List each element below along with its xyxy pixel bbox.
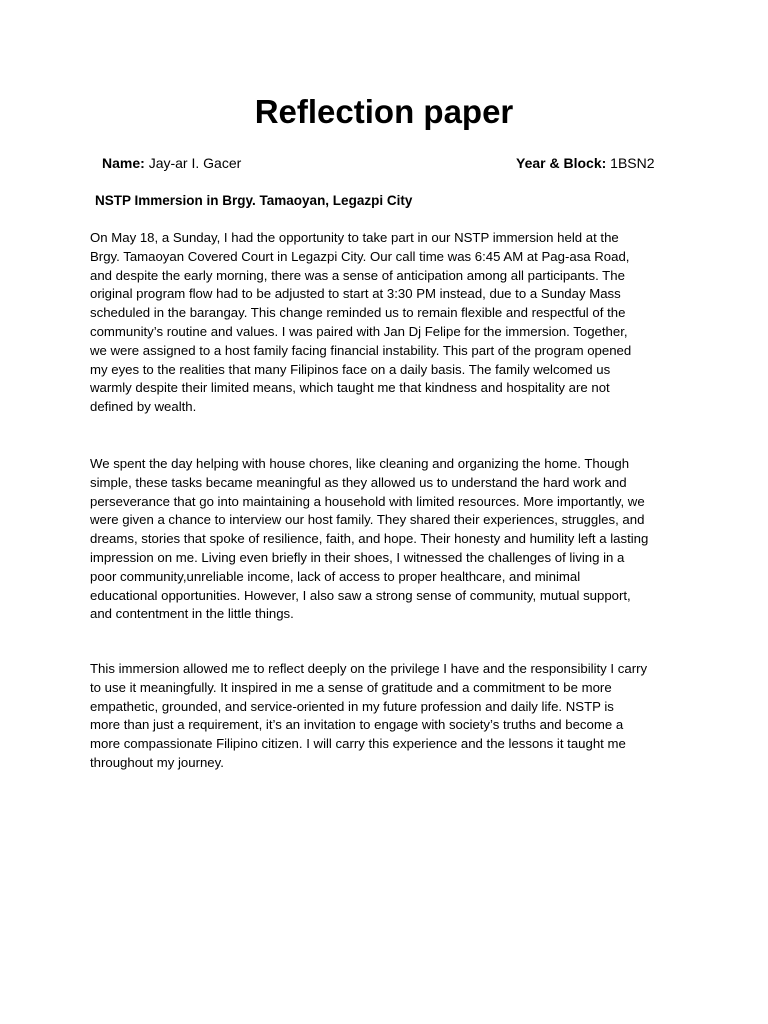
student-name [102, 154, 241, 172]
text-line: perseverance that go into maintaining a household with limited resources. More importantly, we [90, 493, 645, 509]
text-line: and contentment in the little things. [90, 606, 294, 622]
text-line: On May 18, a Sunday, I had the opportunity to take part in our NSTP immersion held at the [90, 230, 619, 245]
page-title: Reflection paper [254, 93, 514, 130]
text-line: my eyes to the realities that many Filipinos face on a daily basis. The family welcomed us [90, 361, 611, 377]
text-line: poor community,unreliable income, lack of access to proper healthcare, and minimal [90, 568, 581, 584]
text-line: educational opportunities. However, I also saw a strong sense of community, mutual support, [90, 587, 631, 603]
year-block-label: Year & Block: [516, 155, 607, 171]
text-line: more compassionate Filipino citizen. I will carry this experience and the lessons it taught me [90, 736, 626, 752]
text-line: dreams, stories that spoke of resilience, faith, and hope. Their honesty and humility left a lasting [90, 531, 649, 547]
text-line: scheduled in the barangay. This change reminded us to remain flexible and respectful of the [90, 305, 626, 321]
text-line: throughout my journey. [90, 754, 224, 770]
text-line: and despite the early morning, there was a sense of anticipation among all participants. The [90, 267, 625, 283]
text-line: to use it meaningfully. It inspired in me a sense of gratitude and a commitment to be more [90, 679, 612, 695]
paragraph-3 [90, 660, 690, 773]
section-heading: NSTP Immersion in Brgy. Tamaoyan, Legazpi City [95, 193, 413, 208]
text-line: community’s routine and values. I was paired with Jan Dj Felipe for the immersion. Together, [90, 323, 628, 339]
text-line: warmly despite their limited means, which taught me that kindness and hospitality are not [90, 380, 610, 396]
text-line: original program flow had to be adjusted to start at 3:30 PM instead, due to a Sunday Mass [90, 286, 621, 302]
text-line: This immersion allowed me to reflect deeply on the privilege I have and the responsibility I carry [90, 661, 648, 676]
year-block-value: 1BSN2 [610, 155, 655, 171]
year-block [516, 154, 655, 172]
text-line: We spent the day helping with house chores, like cleaning and organizing the home. Though [90, 456, 630, 471]
text-line: defined by wealth. [90, 399, 197, 415]
text-line: more than just a requirement, it’s an invitation to engage with society’s truths and become a [90, 717, 624, 733]
text-line: empathetic, grounded, and service-oriented in my future profession and daily life. NSTP is [90, 698, 614, 714]
text-line: simple, these tasks became meaningful as they allowed us to understand the hard work and [90, 474, 627, 490]
paragraph-1 [90, 229, 690, 417]
text-line: were given a chance to interview our host family. They shared their experiences, struggles, and [90, 512, 645, 528]
text-line: we were assigned to a host family facing financial instability. This part of the program opened [90, 342, 632, 358]
name-value: Jay-ar I. Gacer [148, 155, 242, 171]
text-line: impression on me. Living even briefly in their shoes, I witnessed the challenges of living in a [90, 549, 625, 565]
name-label: Name: [102, 155, 145, 171]
paragraph-2 [90, 455, 690, 624]
text-line: Brgy. Tamaoyan Covered Court in Legazpi City. Our call time was 6:45 AM at Pag-asa Road, [90, 248, 630, 264]
